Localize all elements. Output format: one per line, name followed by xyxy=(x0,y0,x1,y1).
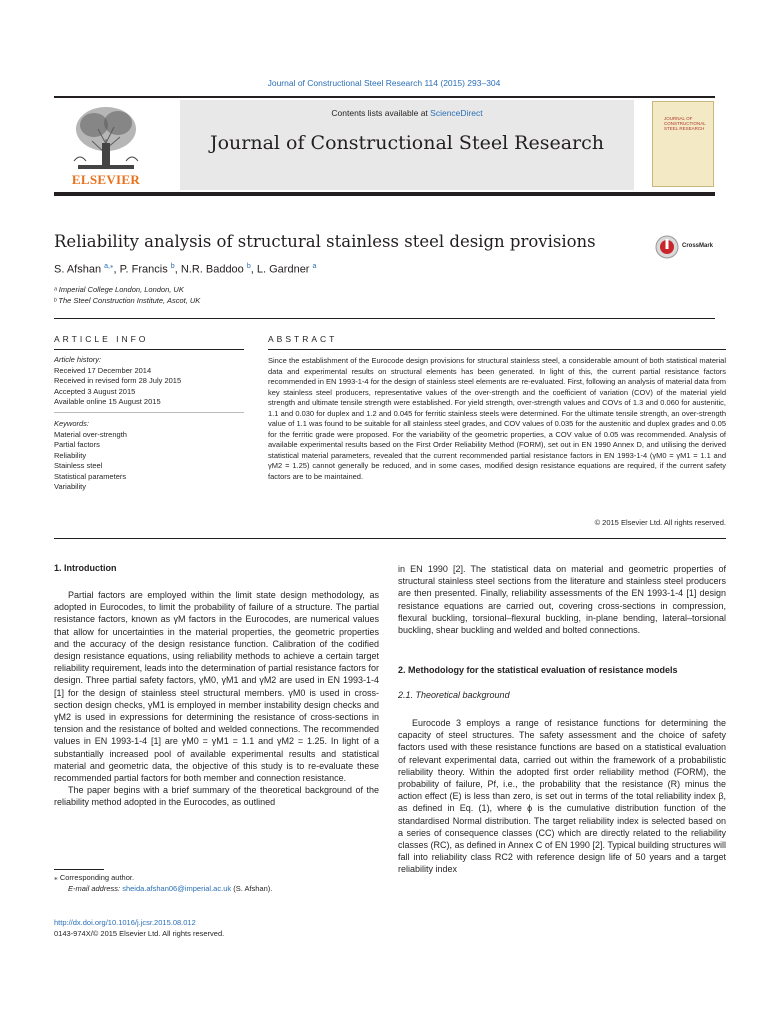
contents-line xyxy=(180,108,634,118)
author-name[interactable]: P. Francis xyxy=(119,263,168,276)
article-info-heading: ARTICLE INFO xyxy=(54,334,149,344)
crossmark-label[interactable]: CrossMark xyxy=(682,243,714,249)
author-affil-marker[interactable]: a xyxy=(312,263,317,270)
affiliation: ᵃ Imperial College London, London, UK xyxy=(54,285,184,294)
keyword: Reliability xyxy=(54,450,87,460)
email-note xyxy=(54,884,393,895)
article-history xyxy=(54,355,244,408)
publisher-wordmark: ELSEVIER xyxy=(71,172,141,187)
author-affil-marker[interactable]: b xyxy=(246,263,251,270)
paragraph: The paper begins with a brief summary of the theoretical background of the reliability method adopted in the Eurocodes, as outlined xyxy=(54,785,379,808)
doi-link[interactable]: http://dx.doi.org/10.1016/j.jcsr.2015.08.012 xyxy=(54,918,196,927)
author-affil-marker[interactable]: a,⁎ xyxy=(104,263,114,270)
divider xyxy=(54,538,726,539)
divider xyxy=(54,318,715,319)
doi-block xyxy=(54,918,224,939)
divider xyxy=(54,412,244,413)
abstract-copyright: © 2015 Elsevier Ltd. All rights reserved. xyxy=(594,518,726,527)
contents-prefix: Contents lists available at xyxy=(331,108,431,118)
issn-line: 0143-974X/© 2015 Elsevier Ltd. All rights reserved. xyxy=(54,928,225,938)
keywords-label: Keywords: xyxy=(54,419,90,428)
abstract-text: Since the establishment of the Eurocode design provisions for structural stainless steel, a considerable amount of both statistical material data and experimental results on structural elements has been generated. In light of this, the current partial resistance factors recommended in EN 1993-1-4 for the design of stainless steel elements are re-evaluated. First, following an analysis of material data from key stainless steel producers, representative values of the over-strength and the coefficient of variation (COV) of the material yield strength and ultimate tensile strength were established. For yield strength, over-strength values and COVs of 1.3 and 0.060 for austenitic, 1.1 and 0.030 for duplex and 1.2 and 0.045 for ferritic stainless steels were determined. For the ultimate tensile strength, an over-strength value of 1.1 was found to be suitable for all stainless steel grades, and COV values of 0.035 for the austenitic and duplex grades and 0.05 for the ferritic grade were proposed. For the variability of the geometric properties, a COV value of 0.05 was recommended. Analysis of available experimental results based on the First Order Reliability Method (FORM), set out in EN 1990 Annex D, and utilising the derived statistical material parameters, revealed that the current recommended partial resistance factors in EN 1993-1-4 (γM0 = γM1 = 1.1 and γM2 = 1.25) cannot generally be reduced, and in some cases, modified design resistance equations are required, if the current safety factors are to be maintained. xyxy=(268,356,726,481)
author-list: S. Afshan $^{a,⁎}$, P. Francis $^b$, N.R. Baddoo $^b$, L. Gardner $^a$ xyxy=(54,263,317,276)
divider xyxy=(54,349,244,350)
email-link[interactable]: sheida.afshan06@imperial.ac.uk xyxy=(122,884,232,893)
keywords-block xyxy=(54,419,244,493)
email-suffix: (S. Afshan). xyxy=(231,884,273,893)
author-name[interactable]: S. Afshan xyxy=(54,263,102,276)
keyword: Statistical parameters xyxy=(54,471,127,481)
right-column-text-2 xyxy=(398,717,726,876)
history-item: Accepted 3 August 2015 xyxy=(54,386,136,396)
author-affil-marker[interactable]: b xyxy=(170,263,175,270)
keyword: Variability xyxy=(54,482,86,491)
paragraph: Partial factors are employed within the limit state design methodology, as adopted in Eurocodes, to limit the probability of failure of a structure. The partial resistance factors, known as γM factors in the Eurocodes, are numerical values that allow for uncertainties in the material properties, the geometric properties and the accuracy of the design resistance function. Calibration of the codified design resistance equations, using reliability methods to achieve a certain target reliability requirement, leads into the determination of partial resistance factors for design. Three partial safety factors, γM0, γM1 and γM2 are used in EN 1993-1-4 [1] for the design of stainless steel structural members. γM0 is used in cross-section design checks, γM1 is employed in member instability design checks and γM2 is used in expressions for determining the resistance of cross-sections in tension and the resistance of bolted and welded connections. The recommended values in EN 1993-1-4 [1] are γM0 = γM1 = 1.1 and γM2 = 1.25. In light of a substantially increased pool of available experimental results and statistical material and geometric data, the objective of this study is to re-evaluate these recommended partial factors for both member and connection resistance. xyxy=(54,590,379,784)
header-rule xyxy=(54,96,715,98)
history-item: Received in revised form 28 July 2015 xyxy=(54,376,182,385)
section-heading-introduction: 1. Introduction xyxy=(54,563,117,573)
masthead-rule xyxy=(54,192,715,196)
cover-title: JOURNAL OF CONSTRUCTIONAL STEEL RESEARCH xyxy=(664,116,706,131)
author-name[interactable]: N.R. Baddoo xyxy=(180,263,244,276)
keyword: Stainless steel xyxy=(54,461,103,470)
corresponding-author-note: ⁎ Corresponding author. xyxy=(54,873,135,882)
footnote-rule xyxy=(54,869,104,870)
left-column-text xyxy=(54,589,379,809)
article-title: Reliability analysis of structural stainless steel design provisions xyxy=(54,232,596,251)
keyword: Material over-strength xyxy=(54,429,127,439)
email-label: E-mail address: xyxy=(68,884,123,893)
right-column-text xyxy=(398,563,726,636)
crossmark-icon[interactable] xyxy=(655,235,679,259)
history-label: Article history: xyxy=(54,355,102,364)
divider xyxy=(268,349,726,350)
section-heading-methodology: 2. Methodology for the statistical evaluation of resistance models xyxy=(398,665,678,675)
author-name[interactable]: L. Gardner xyxy=(256,263,310,276)
keyword: Partial factors xyxy=(54,440,100,449)
history-item: Received 17 December 2014 xyxy=(54,365,152,375)
journal-cover-thumbnail xyxy=(652,101,714,187)
paragraph: Eurocode 3 employs a range of resistance functions for determining the capacity of steel structures. The safety assessment and the choice of safety factors used with these resistance functions are based on a statistical evaluation of relevant experimental data, carried out within the framework of a probabilistic reliability theory. Within the adopted first order reliability method (FORM), the probability of failure, Pf, i.e., the probability that the resistance (R) minus the action effect (E) is less than zero, is set out in terms of the total reliability index β, as defined in Eq. (1), where ϕ is the cumulative distribution function of the standardised Normal distribution. The target reliability index is selected based on a series of consequence classes (CC) which are directly related to the reliability classes (RC), as defined in Annex C of EN 1990 [2]. Typical building structures will fall into reliability class RC2 with reference design life of 50 years and a target reliability index xyxy=(398,718,726,875)
sciencedirect-link[interactable]: ScienceDirect xyxy=(430,108,483,118)
journal-title: Journal of Constructional Steel Research xyxy=(209,132,605,154)
subsection-heading-theory: 2.1. Theoretical background xyxy=(398,690,510,700)
journal-citation[interactable]: Journal of Constructional Steel Research 114 (2015) 293–304 xyxy=(267,78,501,88)
history-item: Available online 15 August 2015 xyxy=(54,397,161,406)
paragraph: in EN 1990 [2]. The statistical data on material and geometric properties of structural stainless steel sections from the literature and stainless steel producers are then presented. Finally, reliability assessments of the EN 1993-1-4 [1] design resistance equations are carried out, covering cross-sections in compression, flexural buckling, torsional–flexural buckling, in-plane bending, lateral–torsional buckling, shear buckling and welded and bolted connections. xyxy=(398,564,726,636)
affiliation: ᵇ The Steel Construction Institute, Ascot, UK xyxy=(54,296,201,305)
abstract-heading: ABSTRACT xyxy=(268,334,338,344)
